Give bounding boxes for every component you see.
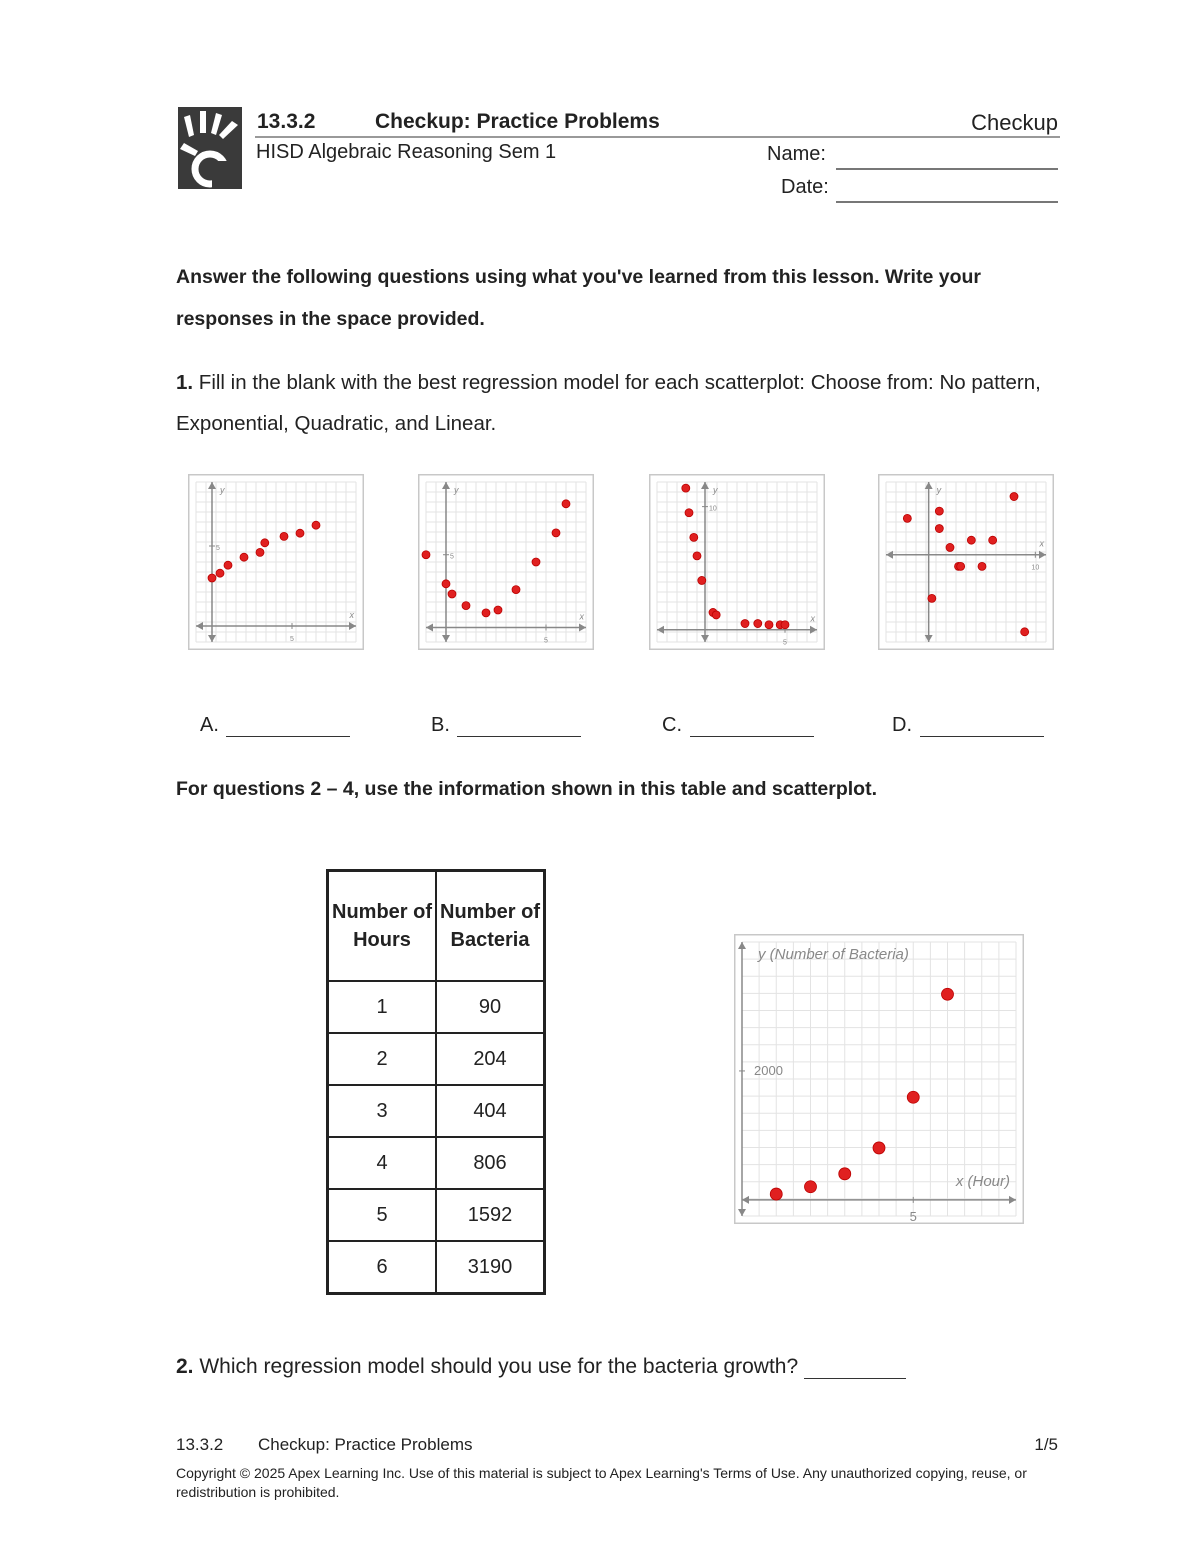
data-point (482, 609, 490, 617)
x-axis-label: x (810, 613, 815, 624)
x-tick-label: 5 (909, 1208, 917, 1224)
hours-cell: 5 (328, 1189, 437, 1241)
footer-title: Checkup: Practice Problems (258, 1435, 473, 1454)
column-header-bacteria: Number of Bacteria (436, 871, 545, 982)
bacteria-cell: 204 (436, 1033, 545, 1085)
x-axis-label: x (579, 611, 584, 622)
question-number: 1. (176, 371, 194, 394)
questions-2-4-intro: For questions 2 – 4, use the information shown in this table and scatterplot. (176, 778, 878, 800)
data-point (1010, 493, 1018, 501)
question-text: Which regression model should you use for the bacteria growth? (193, 1355, 799, 1378)
answer-label: C. (662, 714, 682, 736)
data-point (216, 569, 224, 577)
bacteria-scatterplot (734, 934, 1024, 1224)
lesson-code: 13.3.2 (257, 110, 316, 133)
data-point (873, 1142, 885, 1154)
question-number: 2. (176, 1355, 194, 1378)
data-point (448, 590, 456, 598)
answer-c (662, 714, 814, 737)
y-axis-label: y (220, 485, 225, 495)
data-point (296, 529, 304, 537)
data-point (312, 521, 320, 529)
question-1 (176, 362, 1056, 444)
data-point (256, 548, 264, 556)
y-tick-label: 5 (450, 553, 454, 561)
activity-kind: Checkup (971, 110, 1058, 135)
table-header-row (328, 871, 545, 982)
apex-logo (178, 107, 242, 189)
x-tick-label: 5 (783, 639, 787, 647)
answer-blank[interactable] (457, 714, 581, 737)
x-axis-label: x (349, 610, 354, 620)
data-point (462, 602, 470, 610)
name-label: Name: (767, 143, 826, 165)
data-point (928, 594, 936, 602)
data-point (442, 580, 450, 588)
data-point (682, 484, 690, 492)
data-point (208, 574, 216, 582)
answer-b (431, 714, 581, 737)
y-tick-label: 5 (216, 545, 220, 552)
y-axis-label: y (454, 485, 459, 495)
data-point (741, 620, 749, 628)
data-point (422, 551, 430, 559)
answer-blank[interactable] (690, 714, 814, 737)
footer-code: 13.3.2 (176, 1435, 224, 1454)
data-point (805, 1181, 817, 1193)
y-axis-label: y (Number of Bacteria) (758, 946, 909, 963)
hours-cell: 2 (328, 1033, 437, 1085)
answer-label: D. (892, 714, 912, 736)
answer-blank[interactable] (804, 1356, 906, 1379)
page-number: 1/5 (1034, 1435, 1058, 1454)
lesson-title: Checkup: Practice Problems (375, 110, 660, 133)
data-point (690, 533, 698, 541)
data-point (224, 561, 232, 569)
course-name: HISD Algebraic Reasoning Sem 1 (256, 141, 557, 163)
answer-blank[interactable] (226, 714, 350, 737)
answer-label: A. (200, 714, 219, 736)
data-point (907, 1091, 919, 1103)
copyright-notice: Copyright © 2025 Apex Learning Inc. Use of this material is subject to Apex Learning's Terms of Use. Any unauthorized copying, reuse, or redistribution is prohibited. (176, 1465, 1027, 1500)
answer-label: B. (431, 714, 450, 736)
data-point (942, 988, 954, 1000)
data-point (967, 536, 975, 544)
data-point (957, 562, 965, 570)
data-point (946, 543, 954, 551)
column-header-hours: Number of Hours (328, 871, 437, 982)
data-point (280, 532, 288, 540)
data-point (935, 507, 943, 515)
data-point (712, 611, 720, 619)
data-point (562, 500, 570, 508)
instructions: Answer the following questions using what you've learned from this lesson. Write your responses in the space provided. (176, 266, 981, 330)
bacteria-cell: 90 (436, 981, 545, 1033)
x-tick-label: 10 (1031, 564, 1040, 572)
table-row (328, 1137, 545, 1189)
answer-a (200, 714, 350, 737)
data-point (261, 539, 269, 547)
data-point (839, 1168, 851, 1180)
data-point (765, 621, 773, 629)
y-axis-label: y (936, 485, 942, 495)
table-row (328, 1241, 545, 1294)
x-axis-label: x (1039, 538, 1044, 549)
question-2 (176, 1355, 906, 1379)
data-point (532, 558, 540, 566)
scatterplot-a (188, 474, 364, 650)
table-row (328, 981, 545, 1033)
hours-cell: 1 (328, 981, 437, 1033)
date-field[interactable] (836, 201, 1058, 203)
data-point (494, 606, 502, 614)
y-axis-label: y (713, 485, 718, 495)
bacteria-cell: 3190 (436, 1241, 545, 1294)
x-tick-label: 5 (290, 636, 294, 643)
hours-cell: 4 (328, 1137, 437, 1189)
scatterplot-c (649, 474, 825, 650)
bacteria-cell: 1592 (436, 1189, 545, 1241)
table-row (328, 1033, 545, 1085)
data-point (698, 576, 706, 584)
bacteria-cell: 404 (436, 1085, 545, 1137)
data-point (240, 553, 248, 561)
y-tick-label: 10 (709, 505, 717, 513)
data-point (781, 621, 789, 629)
data-point (978, 562, 986, 570)
data-point (552, 529, 560, 537)
bacteria-table (326, 869, 546, 1295)
data-point (770, 1188, 782, 1200)
name-field[interactable] (836, 168, 1058, 170)
question-text: Fill in the blank with the best regression model for each scatterplot: Choose from: No pattern, Exponential, Quadratic, and Linear. (176, 371, 1041, 435)
header-divider (255, 136, 1060, 138)
data-point (935, 525, 943, 533)
data-point (989, 536, 997, 544)
answer-blank[interactable] (920, 714, 1044, 737)
x-tick-label: 5 (544, 637, 548, 645)
bacteria-cell: 806 (436, 1137, 545, 1189)
data-point (512, 586, 520, 594)
hours-cell: 3 (328, 1085, 437, 1137)
y-tick-label: 2000 (754, 1062, 783, 1078)
answer-d (892, 714, 1044, 737)
hours-cell: 6 (328, 1241, 437, 1294)
data-point (1021, 628, 1029, 636)
data-point (685, 509, 693, 517)
x-axis-label: x (Hour) (955, 1172, 1010, 1190)
table-row (328, 1189, 545, 1241)
scatterplot-d (878, 474, 1054, 650)
table-row (328, 1085, 545, 1137)
data-point (693, 552, 701, 560)
data-point (754, 620, 762, 628)
data-point (903, 514, 911, 522)
date-label: Date: (781, 176, 829, 198)
scatterplot-b (418, 474, 594, 650)
